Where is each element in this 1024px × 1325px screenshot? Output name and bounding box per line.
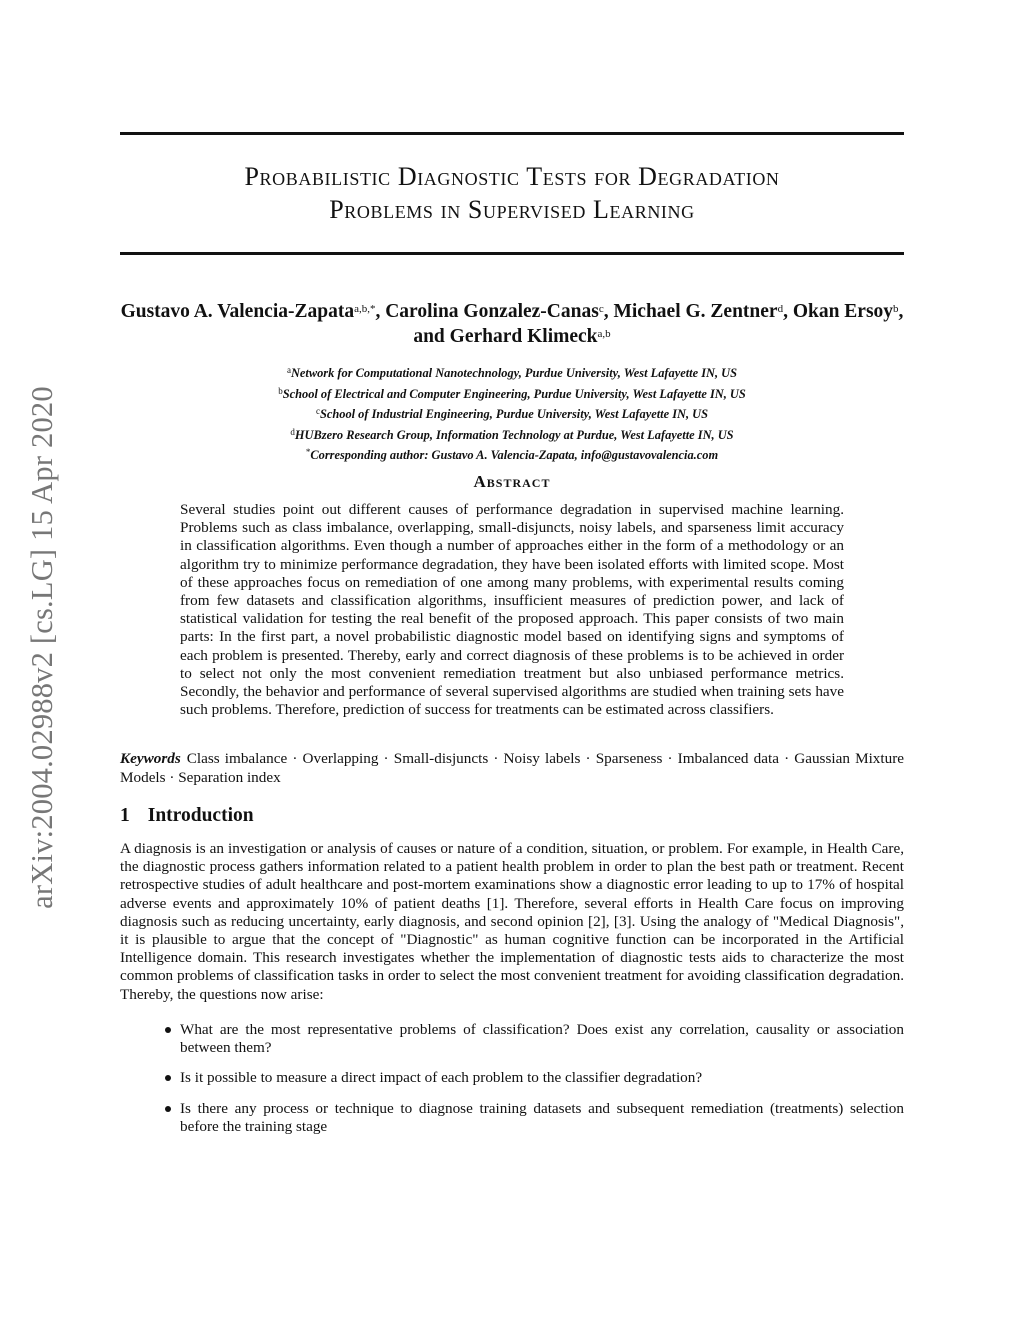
- author-separator: ,: [603, 301, 614, 322]
- author: [121, 301, 376, 322]
- author-name: Gerhard Klimeck: [449, 326, 598, 347]
- author: [793, 301, 899, 322]
- affiliation: [120, 425, 904, 446]
- list-item-text: Is there any process or technique to diagnose training datasets and subsequent remediation (treatments) selection before the training stage: [180, 1099, 904, 1135]
- author-name: Michael G. Zentner: [613, 301, 778, 322]
- list-item: [120, 1100, 904, 1136]
- arxiv-identifier-margin: [0, 352, 84, 942]
- paper-title: [120, 160, 904, 226]
- author-name: Okan Ersoy: [792, 301, 894, 322]
- author: [385, 301, 604, 322]
- abstract-body: Several studies point out different causes of performance degradation in supervised machine learning. Problems such as class imbalance, overlapping, small-disjuncts, noisy labels, and sparseness limit accuracy in classification algorithms. Even though a number of approaches either in the form of a methodology or an algorithm try to minimize performance degradation, they have been isolated efforts with limited scope. Most of these approaches focus on remediation of one among many problems, with experimental results coming from few datasets and classification algorithms, insufficient measures of prediction power, and lack of statistical validation for testing the real benefit of the proposed approach. This paper consists of two main parts: In the first part, a novel probabilistic diagnostic model based on identifying signs and symptoms of each problem is presented. Thereby, early and correct diagnosis of these problems is to be achieved in order to select not only the most convenient remediation treatment but also unbiased performance metrics. Secondly, the behavior and performance of several supervised algorithms are studied when training sets have such problems. Therefore, prediction of success for treatments can be estimated across classifiers.: [180, 501, 844, 719]
- affiliation: [120, 363, 904, 384]
- title-rule-bottom: [120, 252, 904, 255]
- affiliation-text: Network for Computational Nanotechnology, Purdue University, West Lafayette IN, US: [290, 366, 738, 380]
- abstract-heading: Abstract: [473, 472, 551, 491]
- author-name: Gustavo A. Valencia-Zapata: [120, 301, 355, 322]
- affiliation-list: [120, 363, 904, 466]
- author-separator: ,: [375, 301, 386, 322]
- affiliation-mark: d: [290, 426, 295, 437]
- paper-title-line-1: Probabilistic Diagnostic Tests for Degradation: [244, 162, 780, 191]
- affiliation-text: School of Industrial Engineering, Purdue University, West Lafayette IN, US: [319, 407, 709, 421]
- author: [450, 326, 611, 347]
- affiliation-mark: b: [278, 385, 283, 396]
- author-list: [120, 299, 904, 349]
- author-affiliation-mark: a,b: [597, 328, 611, 340]
- arxiv-identifier: arXiv:2004.02988v2 [cs.LG] 15 Apr 2020: [24, 385, 59, 909]
- affiliation-mark: *: [305, 447, 311, 457]
- research-questions-list: [120, 1021, 904, 1148]
- bullet-icon: [165, 1027, 171, 1033]
- author-separator: , and: [413, 301, 904, 347]
- author-affiliation-mark: a,b,*: [354, 303, 376, 315]
- author-separator: ,: [783, 301, 793, 322]
- affiliation: [120, 445, 904, 466]
- bullet-icon: [165, 1075, 171, 1081]
- introduction-paragraph: A diagnosis is an investigation or analysis of causes or nature of a condition, situation, or problem. For example, in Health Care, the diagnostic process gathers information related to a patient health problem in order to plan the best path or treatment. Recent retrospective studies of adult healthcare and post-mortem examinations show a diagnostic error leading to up to 17% of hospital adverse events and approximately 10% of patient deaths [1]. Therefore, several efforts in Health Care focus on improving diagnosis such as reducing uncertainty, early diagnosis, and second opinion [2], [3]. Using the analogy of "Medical Diagnosis", it is plausible to argue that the concept of "Diagnostic" as human cognitive function can be incorporated in the Artificial Intelligence domain. This research investigates whether the implementation of diagnostic tests aids to characterize the most common problems of classification tasks in order to select the most convenient treatment for avoiding classification degradation. Thereby, the questions now arise:: [120, 840, 904, 1003]
- author-name: Carolina Gonzalez-Canas: [385, 301, 599, 322]
- title-rule-top: [120, 132, 904, 135]
- list-item: [120, 1021, 904, 1057]
- bullet-icon: [165, 1106, 171, 1112]
- affiliation-text: HUBzero Research Group, Information Technology at Purdue, West Lafayette IN, US: [294, 427, 734, 442]
- list-item: [120, 1069, 904, 1087]
- affiliation-mark: c: [315, 406, 320, 416]
- author-affiliation-mark: b: [893, 303, 899, 315]
- section-heading-introduction: [120, 805, 904, 827]
- affiliation-mark: a: [286, 365, 291, 375]
- list-item-text: Is it possible to measure a direct impact of each problem to the classifier degradation?: [180, 1069, 703, 1087]
- author-affiliation-mark: d: [777, 303, 784, 315]
- list-item-text: What are the most representative problems of classification? Does exist any correlation, causality or association between them?: [180, 1021, 904, 1057]
- keywords-label: Keywords: [120, 750, 181, 767]
- author-affiliation-mark: c: [598, 303, 604, 315]
- author: [613, 301, 783, 322]
- section-title: Introduction: [147, 805, 254, 826]
- affiliation: [120, 384, 904, 405]
- section-number: 1: [120, 805, 130, 826]
- affiliation-text: School of Electrical and Computer Engineering, Purdue University, West Lafayette IN, US: [282, 386, 746, 401]
- affiliation: [120, 404, 904, 425]
- keywords-text: Class imbalance · Overlapping · Small-disjuncts · Noisy labels · Sparseness · Imbalanced data · Gaussian Mixture Models · Separation index: [120, 750, 904, 786]
- paper-title-line-2: Problems in Supervised Learning: [329, 195, 695, 224]
- keywords: [120, 750, 904, 787]
- affiliation-text: Corresponding author: Gustavo A. Valencia-Zapata, info@gustavovalencia.com: [310, 448, 719, 462]
